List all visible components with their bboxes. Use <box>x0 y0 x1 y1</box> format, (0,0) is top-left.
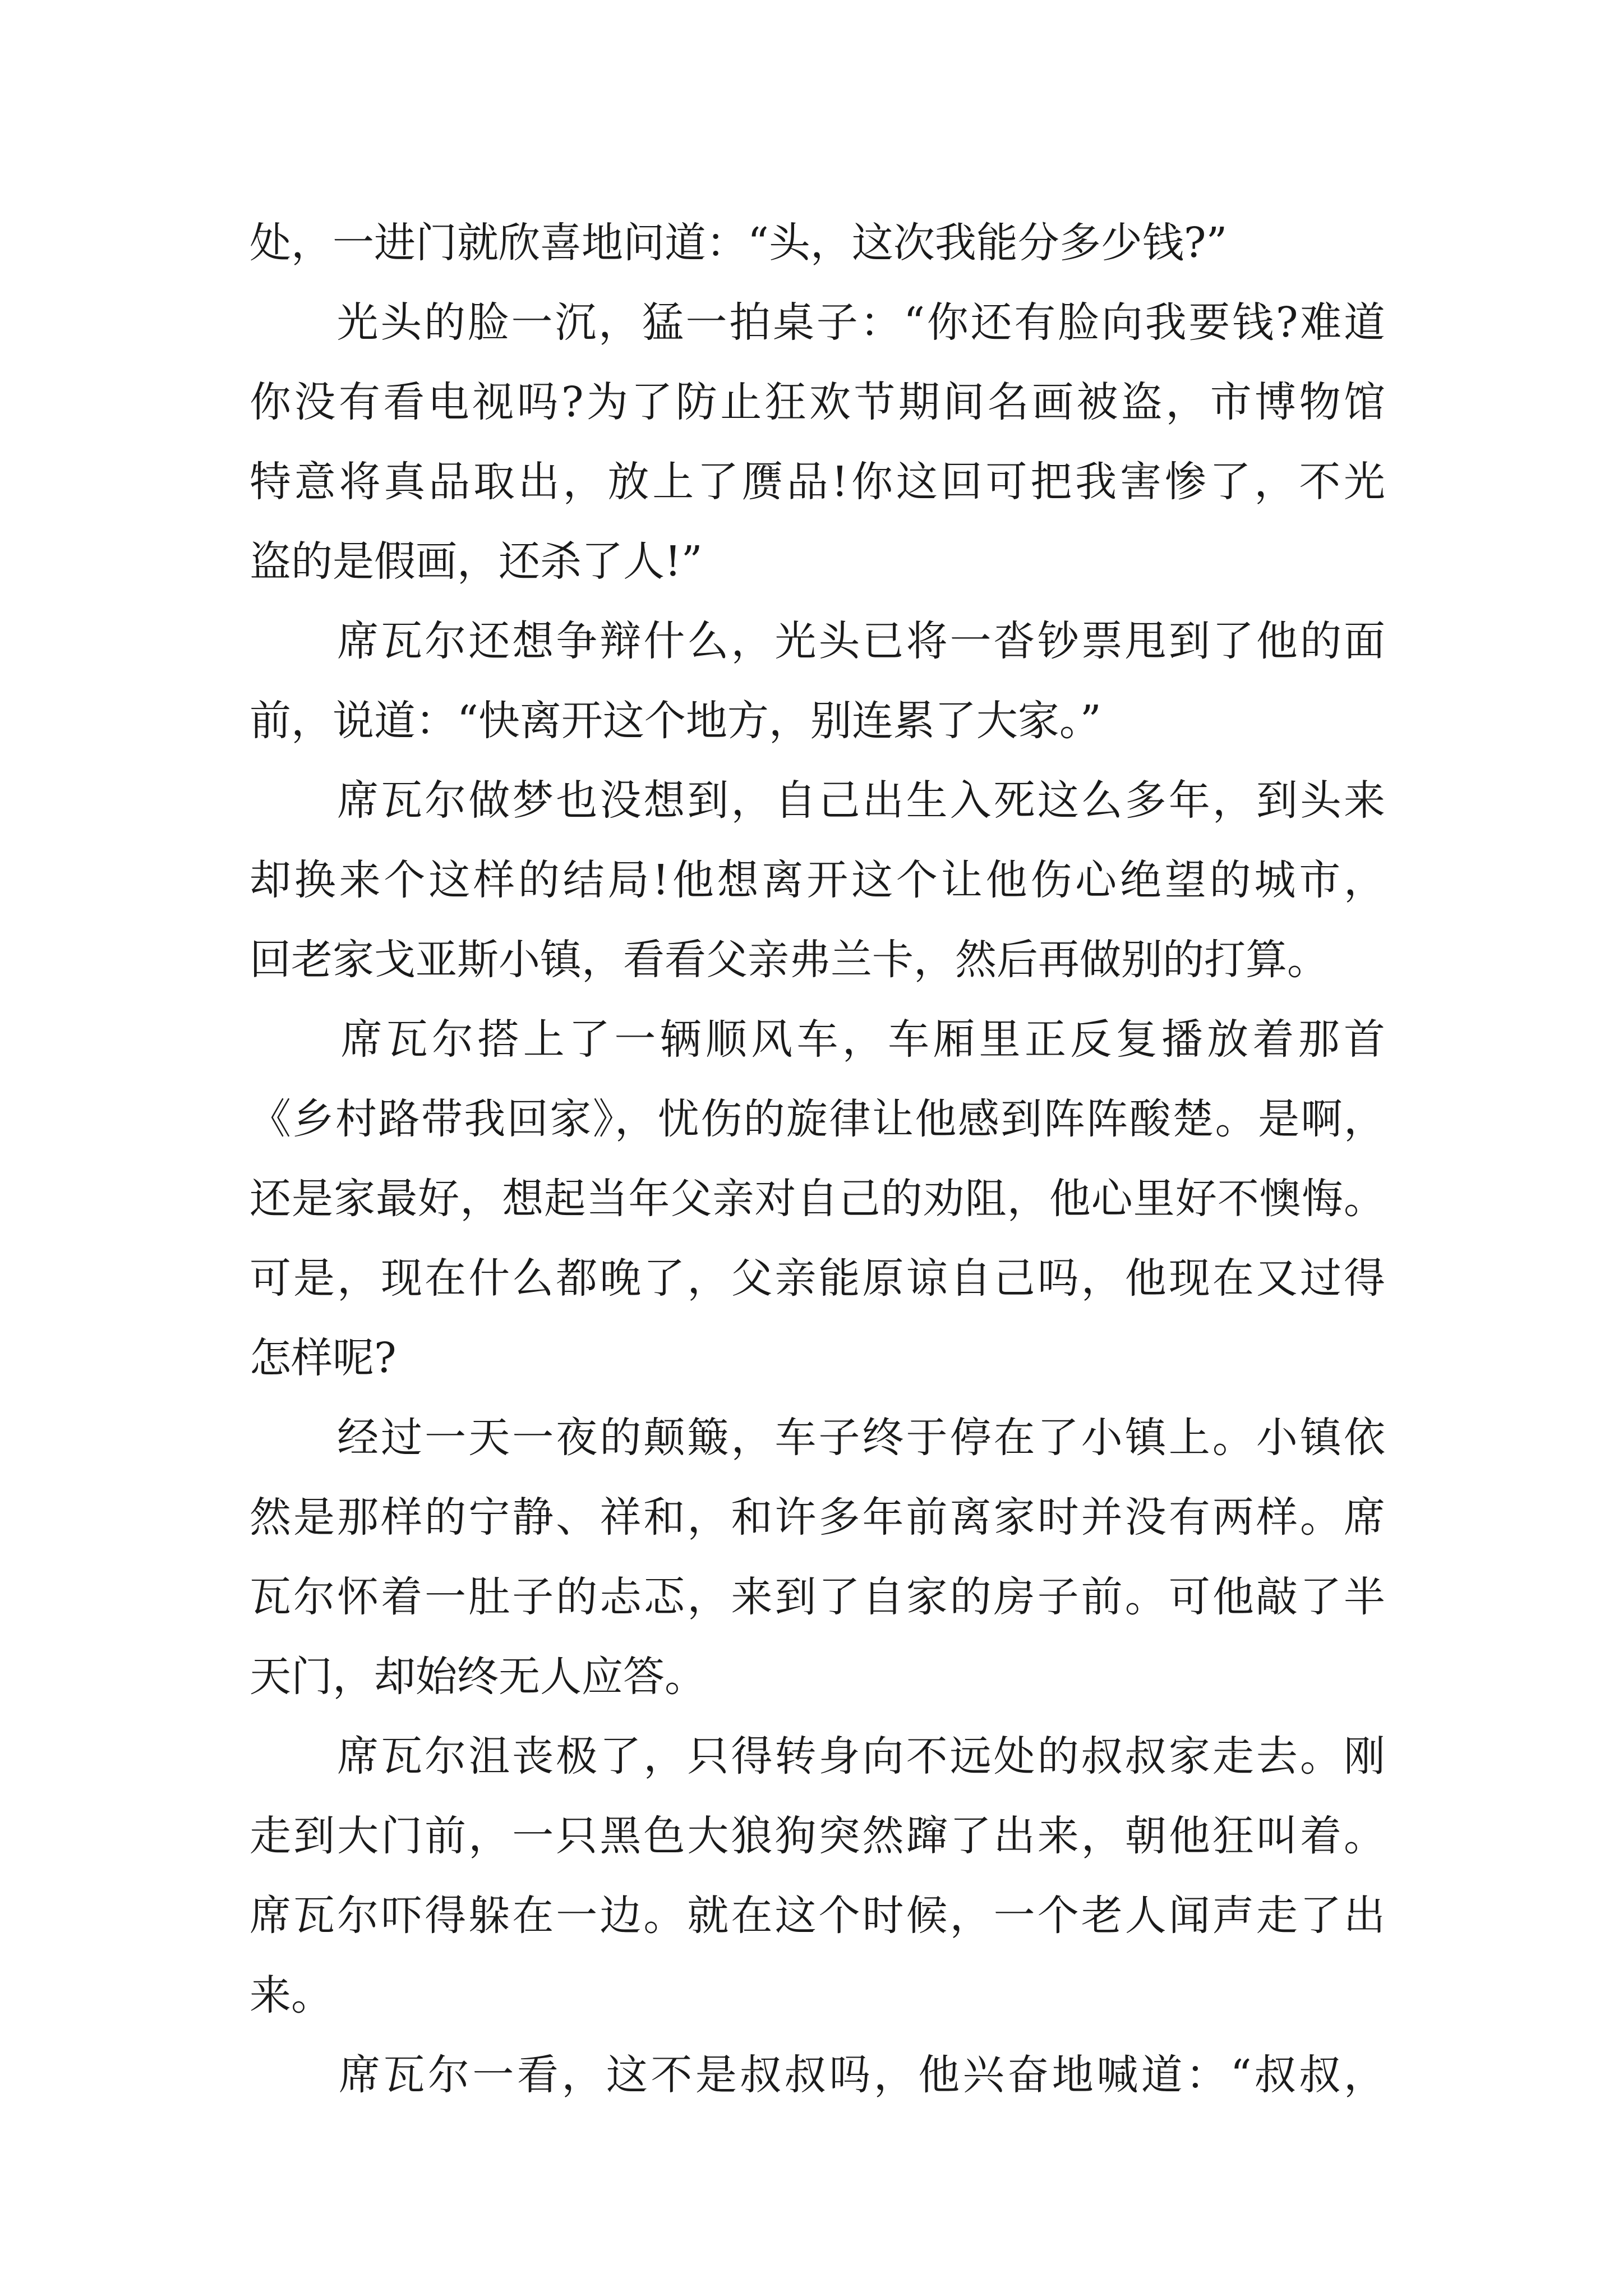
text-line: 席瓦尔还想争辩什么，光头已将一沓钞票甩到了他的面 <box>250 617 1385 665</box>
paragraph-1 <box>250 203 1385 283</box>
text-line: 你没有看电视吗?为了防止狂欢节期间名画被盗，市博物馆 <box>250 378 1385 426</box>
paragraph-7 <box>250 1717 1385 2035</box>
paragraph-2 <box>250 283 1385 601</box>
text-line: 盗的是假画，还杀了人!” <box>250 537 703 586</box>
text-line: 还是家最好，想起当年父亲对自己的劝阻，他心里好不懊悔。 <box>250 1175 1385 1223</box>
text-line: 特意将真品取出，放上了赝品!你这回可把我害惨了，不光 <box>250 458 1385 506</box>
text-line: 来。 <box>250 1971 333 2019</box>
paragraph-6 <box>250 1398 1385 1717</box>
text-line: 光头的脸一沉，猛一拍桌子：“你还有脸向我要钱?难道 <box>250 298 1385 347</box>
text-line: 走到大门前，一只黑色大狼狗突然蹿了出来，朝他狂叫着。 <box>250 1812 1385 1860</box>
text-line: 天门，却始终无人应答。 <box>250 1653 706 1701</box>
text-line: 席瓦尔沮丧极了，只得转身向不远处的叔叔家走去。刚 <box>250 1732 1385 1780</box>
text-line: 处，一进门就欣喜地问道：“头，这次我能分多少钱?” <box>250 219 1228 267</box>
text-line: 《乡村路带我回家》，忧伤的旋律让他感到阵阵酸楚。是啊， <box>250 1095 1385 1143</box>
text-line: 然是那样的宁静、祥和，和许多年前离家时并没有两样。席 <box>250 1493 1385 1542</box>
text-line: 却换来个这样的结局!他想离开这个让他伤心绝望的城市， <box>250 856 1385 904</box>
text-line: 可是，现在什么都晚了，父亲能原谅自己吗，他现在又过得 <box>250 1254 1385 1303</box>
text-line: 前，说道：“快离开这个地方，别连累了大家。” <box>250 697 1101 745</box>
paragraph-5 <box>250 1000 1385 1398</box>
text-line: 席瓦尔做梦也没想到，自己出生入死这么多年，到头来 <box>250 776 1385 825</box>
text-line: 席瓦尔吓得躲在一边。就在这个时候，一个老人闻声走了出 <box>250 1892 1385 1940</box>
paragraph-8 <box>250 2035 1385 2115</box>
text-line: 席瓦尔一看，这不是叔叔吗，他兴奋地喊道：“叔叔， <box>250 2051 1385 2099</box>
text-line: 席瓦尔搭上了一辆顺风车，车厢里正反复播放着那首 <box>250 1015 1385 1064</box>
text-line: 瓦尔怀着一肚子的忐忑，来到了自家的房子前。可他敲了半 <box>250 1573 1385 1621</box>
text-line: 回老家戈亚斯小镇，看看父亲弗兰卡，然后再做别的打算。 <box>250 936 1329 984</box>
paragraph-4 <box>250 761 1385 1000</box>
text-line: 怎样呢? <box>250 1334 396 1382</box>
paragraph-3 <box>250 601 1385 761</box>
text-line: 经过一天一夜的颠簸，车子终于停在了小镇上。小镇依 <box>250 1414 1385 1462</box>
article-body <box>250 203 1385 2115</box>
